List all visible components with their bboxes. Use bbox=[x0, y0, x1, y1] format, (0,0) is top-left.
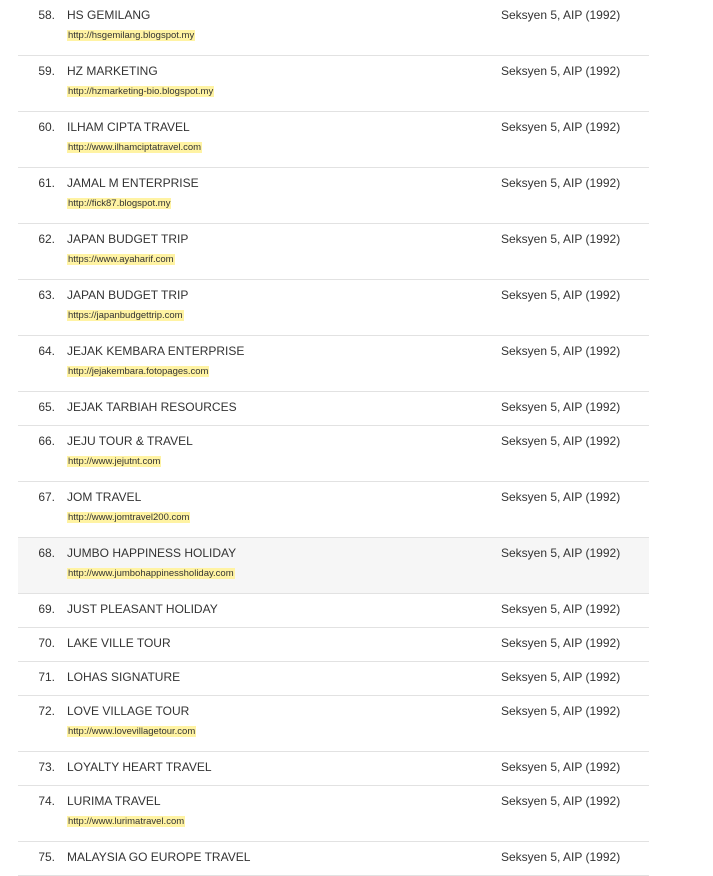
list-item bbox=[18, 280, 649, 336]
company-list bbox=[18, 0, 649, 876]
license-category: Seksyen 5, AIP (1992) bbox=[501, 704, 621, 718]
company-website-link[interactable]: http://www.jomtravel200.com bbox=[68, 512, 190, 523]
list-item bbox=[18, 752, 649, 786]
company-website-link[interactable]: http://hsgemilang.blogspot.my bbox=[68, 30, 195, 41]
license-category: Seksyen 5, AIP (1992) bbox=[501, 670, 621, 684]
item-number: 60. bbox=[38, 120, 55, 134]
license-category: Seksyen 5, AIP (1992) bbox=[501, 850, 621, 864]
company-name: JAPAN BUDGET TRIP bbox=[67, 232, 189, 246]
company-name: MALAYSIA GO EUROPE TRAVEL bbox=[67, 850, 251, 864]
company-website-link[interactable]: http://www.jumbohappinessholiday.com bbox=[68, 568, 234, 579]
company-website-link[interactable]: http://fick87.blogspot.my bbox=[68, 198, 171, 209]
list-item bbox=[18, 842, 649, 876]
item-number: 71. bbox=[38, 670, 55, 684]
list-item bbox=[18, 168, 649, 224]
list-item bbox=[18, 224, 649, 280]
company-name: JOM TRAVEL bbox=[67, 490, 142, 504]
item-number: 66. bbox=[38, 434, 55, 448]
list-item bbox=[18, 56, 649, 112]
company-website-link[interactable]: http://hzmarketing-bio.blogspot.my bbox=[68, 86, 214, 97]
list-item bbox=[18, 662, 649, 696]
license-category: Seksyen 5, AIP (1992) bbox=[501, 434, 621, 448]
item-number: 75. bbox=[38, 850, 55, 864]
item-number: 63. bbox=[38, 288, 55, 302]
license-category: Seksyen 5, AIP (1992) bbox=[501, 64, 621, 78]
item-number: 61. bbox=[38, 176, 55, 190]
company-name: LAKE VILLE TOUR bbox=[67, 636, 171, 650]
company-name: JUMBO HAPPINESS HOLIDAY bbox=[67, 546, 237, 560]
list-item bbox=[18, 538, 649, 594]
item-number: 68. bbox=[38, 546, 55, 560]
license-category: Seksyen 5, AIP (1992) bbox=[501, 288, 621, 302]
company-website-link[interactable]: https://www.ayaharif.com bbox=[68, 254, 174, 265]
item-number: 73. bbox=[38, 760, 55, 774]
company-name: ILHAM CIPTA TRAVEL bbox=[67, 120, 190, 134]
company-website-link[interactable]: http://www.jejutnt.com bbox=[68, 456, 161, 467]
company-name: JEJAK KEMBARA ENTERPRISE bbox=[67, 344, 245, 358]
list-item bbox=[18, 426, 649, 482]
list-item bbox=[18, 392, 649, 426]
list-item bbox=[18, 786, 649, 842]
company-name: LOVE VILLAGE TOUR bbox=[67, 704, 190, 718]
license-category: Seksyen 5, AIP (1992) bbox=[501, 794, 621, 808]
item-number: 70. bbox=[38, 636, 55, 650]
company-name: LOHAS SIGNATURE bbox=[67, 670, 181, 684]
list-item bbox=[18, 0, 649, 56]
item-number: 58. bbox=[38, 8, 55, 22]
company-website-link[interactable]: http://www.lurimatravel.com bbox=[68, 816, 185, 827]
item-number: 62. bbox=[38, 232, 55, 246]
company-name: HZ MARKETING bbox=[67, 64, 158, 78]
item-number: 65. bbox=[38, 400, 55, 414]
item-number: 69. bbox=[38, 602, 55, 616]
license-category: Seksyen 5, AIP (1992) bbox=[501, 636, 621, 650]
license-category: Seksyen 5, AIP (1992) bbox=[501, 120, 621, 134]
license-category: Seksyen 5, AIP (1992) bbox=[501, 602, 621, 616]
license-category: Seksyen 5, AIP (1992) bbox=[501, 760, 621, 774]
license-category: Seksyen 5, AIP (1992) bbox=[501, 8, 621, 22]
company-name: JEJU TOUR & TRAVEL bbox=[67, 434, 193, 448]
company-website-link[interactable]: http://www.lovevillagetour.com bbox=[68, 726, 196, 737]
company-name: LURIMA TRAVEL bbox=[67, 794, 161, 808]
company-name: HS GEMILANG bbox=[67, 8, 151, 22]
company-name: LOYALTY HEART TRAVEL bbox=[67, 760, 212, 774]
company-name: JEJAK TARBIAH RESOURCES bbox=[67, 400, 237, 414]
company-name: JAMAL M ENTERPRISE bbox=[67, 176, 199, 190]
item-number: 67. bbox=[38, 490, 55, 504]
license-category: Seksyen 5, AIP (1992) bbox=[501, 176, 621, 190]
list-item bbox=[18, 482, 649, 538]
license-category: Seksyen 5, AIP (1992) bbox=[501, 490, 621, 504]
list-item bbox=[18, 594, 649, 628]
list-item bbox=[18, 696, 649, 752]
company-website-link[interactable]: http://www.ilhamciptatravel.com bbox=[68, 142, 202, 153]
item-number: 74. bbox=[38, 794, 55, 808]
list-item bbox=[18, 628, 649, 662]
license-category: Seksyen 5, AIP (1992) bbox=[501, 232, 621, 246]
company-name: JAPAN BUDGET TRIP bbox=[67, 288, 189, 302]
company-website-link[interactable]: https://japanbudgettrip.com bbox=[68, 310, 183, 321]
item-number: 72. bbox=[38, 704, 55, 718]
license-category: Seksyen 5, AIP (1992) bbox=[501, 400, 621, 414]
list-item bbox=[18, 336, 649, 392]
license-category: Seksyen 5, AIP (1992) bbox=[501, 546, 621, 560]
license-category: Seksyen 5, AIP (1992) bbox=[501, 344, 621, 358]
item-number: 59. bbox=[38, 64, 55, 78]
company-website-link[interactable]: http://jejakembara.fotopages.com bbox=[68, 366, 209, 377]
item-number: 64. bbox=[38, 344, 55, 358]
company-name: JUST PLEASANT HOLIDAY bbox=[67, 602, 218, 616]
list-item bbox=[18, 112, 649, 168]
